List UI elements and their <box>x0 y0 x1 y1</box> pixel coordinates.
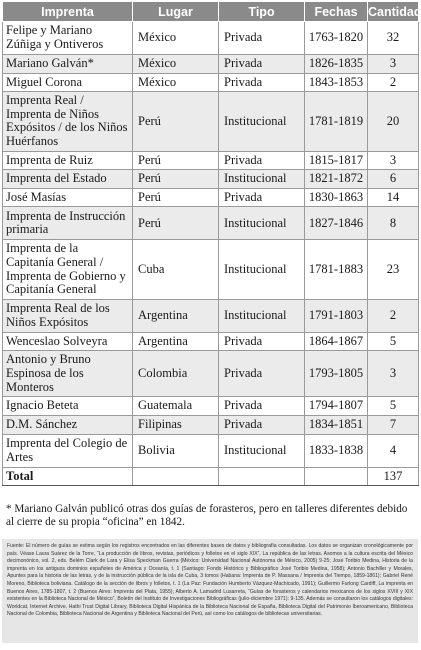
header-tipo: Tipo <box>219 2 305 22</box>
total-empty-tipo <box>219 467 305 486</box>
cell-lugar: Perú <box>133 188 219 207</box>
cell-cantidad: 32 <box>368 22 419 55</box>
header-cantidad: Cantidad <box>368 2 419 22</box>
cell-fechas: 1826-1835 <box>305 55 368 74</box>
cell-cantidad: 3 <box>368 351 419 397</box>
cell-cantidad: 14 <box>368 188 419 207</box>
cell-fechas: 1830-1863 <box>305 188 368 207</box>
cell-lugar: Guatemala <box>133 397 219 416</box>
cell-cantidad: 6 <box>368 170 419 189</box>
cell-tipo: Institucional <box>219 299 305 332</box>
cell-lugar: Filipinas <box>133 415 219 434</box>
cell-cantidad: 2 <box>368 299 419 332</box>
cell-fechas: 1781-1819 <box>305 92 368 151</box>
cell-imprenta: Wenceslao Solveyra <box>3 332 133 351</box>
total-value: 137 <box>368 467 419 486</box>
cell-imprenta: Ignacio Beteta <box>3 397 133 416</box>
cell-fechas: 1827-1846 <box>305 207 368 240</box>
cell-imprenta: Antonio y Bruno Espinosa de los Monteros <box>3 351 133 397</box>
cell-tipo: Privada <box>219 415 305 434</box>
cell-tipo: Privada <box>219 188 305 207</box>
cell-lugar: Perú <box>133 170 219 189</box>
table-header-row <box>3 2 419 22</box>
cell-lugar: México <box>133 55 219 74</box>
table-row <box>3 415 419 434</box>
cell-imprenta: Imprenta de Instrucción primaria <box>3 207 133 240</box>
table-row <box>3 332 419 351</box>
cell-tipo: Institucional <box>219 207 305 240</box>
cell-lugar: Argentina <box>133 299 219 332</box>
cell-tipo: Privada <box>219 397 305 416</box>
cell-lugar: Perú <box>133 92 219 151</box>
cell-tipo: Privada <box>219 73 305 92</box>
source-note: Fuente: El número de guías se estima según los registros encontrados en las diferentes bases de datos y bibliografía consultadas. Los datos se organizan cronológicamente por país. Véase Laura Suárez de la Torre, “La producción de libros, revistas, periódicos y folletos en el siglo XIX”, La república de las letras. Asomos a la cultura escrita del México decimonónico, vol. 2, eds. Belém Clark de Lara y Elisa Speckman Guerra (México: Universidad Nacional Autónoma de México, 2005) 9-25; José Toribio Medina, Historia de la imprenta en los antiguos dominios españoles de América y Oceanía, t. 1 (Santiago: Fondo Histórico y Bibliográfico José Toribio Medina, 1958); Antonio Bachiller y Morales, Apuntes para la historia de las letras, y de la instrucción pública de la isla de Cuba, 3 tomos (Habana: Imprenta de P. Massana / Imprenta del Tiempo, 1859-1861); Gabriel René Moreno, Biblioteca boliviana. Catálogo de la sección de libros y folletos, t. 1 (La Paz: Fundación Humberto Vázquez-Machicado, 1991); Guillermo Furlong Cardiff, La imprenta en Buenos Aires, 1785-1807, t. 2 (Buenos Aires: Imprenta del Plata, 1955); Alberto A. Lamadrid Lusarreta, “Guías de forasteros y calendarios mexicanos de los siglos XVIII y XIX existentes en la Biblioteca Nacional de México”, Boletín del Instituto de Investigaciones Bibliográficas (julio-diciembre 1971): 9-135. Además se consultaron los catálogos digitales: Worldcat, Internet Archive, Hathi Trust Digital Library, Biblioteca Digital Hispánica de la Biblioteca Nacional de España, Biblioteca Digital del Patrimonio Iberoamericano, Biblioteca Nacional de Colombia, Biblioteca Nacional de Argentina y Biblioteca Nacional del Perú, así como los catálogos de bibliotecas universitarias. <box>2 539 418 643</box>
cell-cantidad: 7 <box>368 415 419 434</box>
total-empty-fechas <box>305 467 368 486</box>
cell-imprenta: Mariano Galván* <box>3 55 133 74</box>
cell-lugar: Perú <box>133 207 219 240</box>
cell-tipo: Institucional <box>219 240 305 299</box>
total-empty-lugar <box>133 467 219 486</box>
cell-tipo: Privada <box>219 55 305 74</box>
cell-cantidad: 5 <box>368 332 419 351</box>
cell-cantidad: 23 <box>368 240 419 299</box>
cell-lugar: Colombia <box>133 351 219 397</box>
cell-fechas: 1791-1803 <box>305 299 368 332</box>
total-label: Total <box>3 467 133 486</box>
cell-tipo: Institucional <box>219 434 305 467</box>
cell-tipo: Privada <box>219 151 305 170</box>
cell-tipo: Privada <box>219 351 305 397</box>
cell-fechas: 1834-1851 <box>305 415 368 434</box>
footnote: * Mariano Galván publicó otras dos guías de forasteros, pero en talleres diferentes debido al cierre de su propia “oficina” en 1842. <box>6 503 408 528</box>
printers-table <box>2 1 419 486</box>
cell-cantidad: 3 <box>368 55 419 74</box>
cell-imprenta: Miguel Corona <box>3 73 133 92</box>
cell-fechas: 1821-1872 <box>305 170 368 189</box>
table-row <box>3 22 419 55</box>
cell-fechas: 1781-1883 <box>305 240 368 299</box>
cell-imprenta: José Masías <box>3 188 133 207</box>
header-imprenta: Imprenta <box>3 2 133 22</box>
cell-imprenta: Felipe y Mariano Zúñiga y Ontiveros <box>3 22 133 55</box>
cell-lugar: Cuba <box>133 240 219 299</box>
cell-fechas: 1815-1817 <box>305 151 368 170</box>
table-row <box>3 170 419 189</box>
cell-cantidad: 4 <box>368 434 419 467</box>
table-row <box>3 73 419 92</box>
table-row <box>3 351 419 397</box>
cell-cantidad: 5 <box>368 397 419 416</box>
cell-lugar: Perú <box>133 151 219 170</box>
cell-imprenta: Imprenta del Estado <box>3 170 133 189</box>
header-lugar: Lugar <box>133 2 219 22</box>
total-row <box>3 467 419 486</box>
cell-tipo: Privada <box>219 332 305 351</box>
cell-lugar: México <box>133 73 219 92</box>
cell-fechas: 1833-1838 <box>305 434 368 467</box>
table-row <box>3 188 419 207</box>
table-row <box>3 92 419 151</box>
table-row <box>3 397 419 416</box>
cell-fechas: 1763-1820 <box>305 22 368 55</box>
cell-fechas: 1864-1867 <box>305 332 368 351</box>
cell-imprenta: D.M. Sánchez <box>3 415 133 434</box>
cell-cantidad: 3 <box>368 151 419 170</box>
table-row <box>3 55 419 74</box>
table-row <box>3 299 419 332</box>
cell-imprenta: Imprenta Real / Imprenta de Niños Expósitos / de los Niños Huérfanos <box>3 92 133 151</box>
cell-tipo: Institucional <box>219 170 305 189</box>
cell-imprenta: Imprenta de Ruiz <box>3 151 133 170</box>
cell-lugar: México <box>133 22 219 55</box>
cell-tipo: Privada <box>219 22 305 55</box>
cell-imprenta: Imprenta Real de los Niños Expósitos <box>3 299 133 332</box>
cell-fechas: 1843-1853 <box>305 73 368 92</box>
header-fechas: Fechas <box>305 2 368 22</box>
cell-cantidad: 20 <box>368 92 419 151</box>
cell-imprenta: Imprenta del Colegio de Artes <box>3 434 133 467</box>
table-row <box>3 240 419 299</box>
cell-fechas: 1794-1807 <box>305 397 368 416</box>
table-body <box>3 22 419 486</box>
cell-cantidad: 8 <box>368 207 419 240</box>
table-row <box>3 207 419 240</box>
cell-cantidad: 2 <box>368 73 419 92</box>
cell-lugar: Argentina <box>133 332 219 351</box>
cell-imprenta: Imprenta de la Capitanía General / Imprenta de Gobierno y Capitanía General <box>3 240 133 299</box>
table-row <box>3 151 419 170</box>
cell-lugar: Bolivia <box>133 434 219 467</box>
table-row <box>3 434 419 467</box>
cell-fechas: 1793-1805 <box>305 351 368 397</box>
cell-tipo: Institucional <box>219 92 305 151</box>
